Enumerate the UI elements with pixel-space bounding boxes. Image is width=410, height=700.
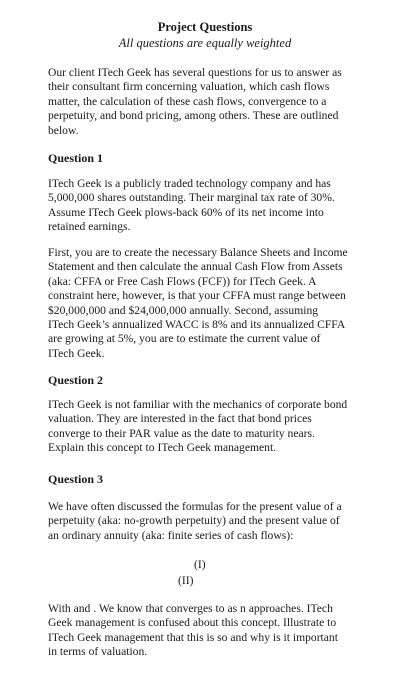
q1-p1-line: retained earnings. xyxy=(48,220,131,234)
q3-p2-line: ITech Geek management that this is so and why is it important xyxy=(48,630,338,644)
q3-p2-line: With and . We know that converges to as n approaches. ITech xyxy=(48,602,333,615)
q1-p2-line: constraint here, however, is that your CFFA must range between xyxy=(48,289,346,303)
q3-p2-line: Geek management is confused about this concept. Illustrate to xyxy=(48,616,337,630)
q1-p1-line: Assume ITech Geek plows-back 60% of its net income into xyxy=(48,205,324,219)
q2-p1-line: Explain this concept to ITech Geek management. xyxy=(48,441,277,455)
q3-p1-line: perpetuity (aka: no-growth perpetuity) and the present value of xyxy=(48,514,340,528)
equation-label-1: (I) xyxy=(194,558,206,571)
q1-p2-line: (aka: CFFA or Free Cash Flows (FCF)) for ITech Geek. A xyxy=(48,274,317,288)
q1-p2-line: Statement and then calculate the annual Cash Flow from Assets xyxy=(48,260,343,274)
intro-line: their consultant firm concerning valuation, which cash flows xyxy=(48,80,330,94)
q1-p2-line: ITech Geek’s annualized WACC is 8% and its annualized CFFA xyxy=(48,318,346,332)
document-subtitle: All questions are equally weighted xyxy=(118,36,292,50)
q3-p1-line: We have often discussed the formulas for the present value of a xyxy=(48,500,342,513)
intro-line: matter, the calculation of these cash flows, convergence to a xyxy=(48,94,327,108)
question-1-paragraph-2 xyxy=(48,246,364,361)
question-3-paragraph-1 xyxy=(48,500,364,543)
question-1-paragraph-1 xyxy=(48,177,364,235)
intro-paragraph xyxy=(48,66,364,138)
q1-p1-line: 5,000,000 shares outstanding. Their marginal tax rate of 30%. xyxy=(48,191,335,205)
q2-p1-line: ITech Geek is not familiar with the mechanics of corporate bond xyxy=(48,398,348,411)
q1-p2-line: First, you are to create the necessary Balance Sheets and Income xyxy=(48,246,348,259)
q1-p2-line: ITech Geek. xyxy=(48,346,105,360)
question-2-paragraph xyxy=(48,398,364,456)
q3-p1-line: an ordinary annuity (aka: finite series of cash flows): xyxy=(48,528,294,542)
question-2-heading: Question 2 xyxy=(48,373,104,387)
question-3-paragraph-2 xyxy=(48,602,364,660)
question-3-heading: Question 3 xyxy=(48,472,104,486)
q1-p1-line: ITech Geek is a publicly traded technology company and has xyxy=(48,177,331,190)
equation-label-2: (II) xyxy=(178,574,194,587)
document-title: Project Questions xyxy=(157,20,253,34)
intro-line: Our client ITech Geek has several questions for us to answer as xyxy=(48,66,342,79)
intro-line: perpetuity, and bond pricing, among others. These are outlined xyxy=(48,109,339,123)
q2-p1-line: valuation. They are interested in the fact that bond prices xyxy=(48,412,312,426)
q3-p2-line: in terms of valuation. xyxy=(48,645,148,659)
q1-p2-line: are growing at 5%, you are to estimate the current value of xyxy=(48,332,321,346)
intro-line: below. xyxy=(48,123,79,137)
question-1-heading: Question 1 xyxy=(48,151,104,165)
q2-p1-line: converge to their PAR value as the date to maturity nears. xyxy=(48,426,315,440)
q1-p2-line: $20,000,000 and $24,000,000 annually. Second, assuming xyxy=(48,303,319,317)
